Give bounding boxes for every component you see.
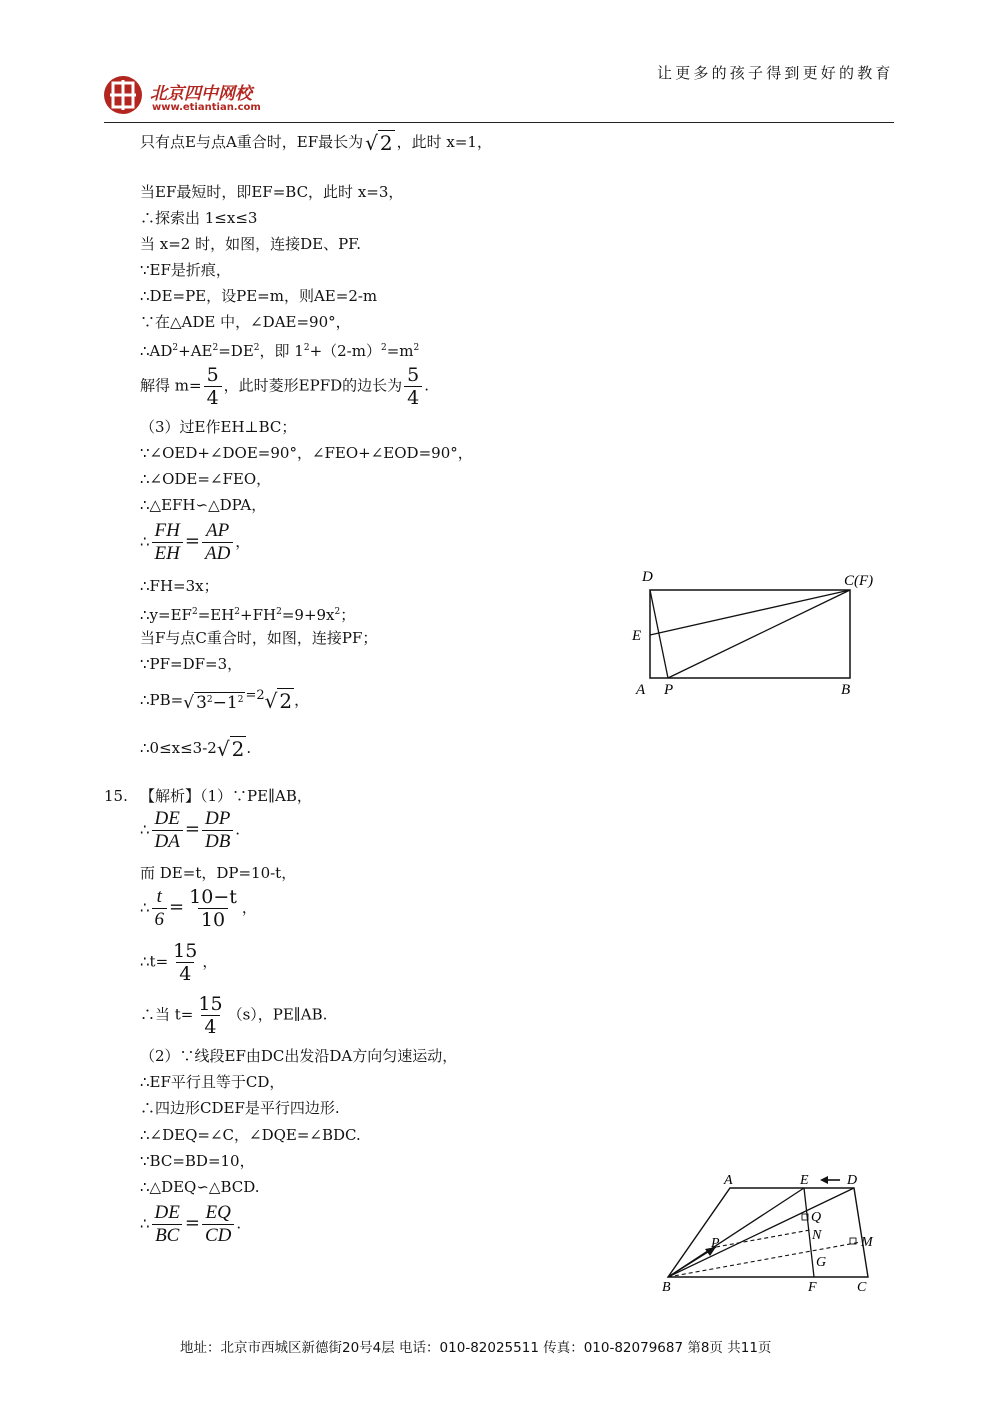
label-e: E bbox=[632, 628, 642, 644]
denominator: EH bbox=[152, 542, 183, 565]
text: ∴y=EF bbox=[140, 606, 192, 624]
radicand bbox=[194, 692, 245, 713]
label-d: D bbox=[642, 569, 653, 585]
numerator: 5 bbox=[206, 364, 219, 386]
segment-ec bbox=[650, 590, 850, 635]
denominator: 4 bbox=[204, 386, 222, 409]
slogan: 让更多的孩子得到更好的教育 bbox=[657, 64, 894, 82]
line-17: 当F与点C重合时，如图，连接PF； bbox=[140, 629, 378, 647]
numerator: FH bbox=[154, 520, 180, 541]
header-rule bbox=[104, 122, 894, 123]
line-7: ∵在△ADE 中，∠DAE=90°， bbox=[140, 313, 351, 331]
text: +（2-m） bbox=[309, 342, 381, 360]
label-d: D bbox=[847, 1173, 858, 1188]
text: ， bbox=[235, 532, 251, 551]
text: . bbox=[424, 376, 430, 395]
logo bbox=[102, 74, 302, 118]
fraction bbox=[202, 1202, 234, 1247]
text: 只有点E与点A重合时，EF最长为 bbox=[140, 133, 364, 151]
sup: 2 bbox=[237, 694, 244, 705]
label-b: B bbox=[662, 1280, 671, 1295]
text: . bbox=[236, 1214, 242, 1233]
denominator: CD bbox=[202, 1224, 234, 1247]
line-11: ∵∠OED+∠DOE=90°，∠FEO+∠EOD=90°， bbox=[140, 444, 473, 462]
question-15-header: 【解析】（1）∵PE∥AB， bbox=[140, 787, 312, 805]
segment-pn bbox=[716, 1230, 810, 1247]
text: =9+9x bbox=[281, 606, 335, 624]
text: . bbox=[246, 739, 252, 757]
radicand: 2 bbox=[231, 737, 245, 761]
line-22: 而 DE=t，DP=10-t， bbox=[140, 864, 297, 882]
text: ∴AD bbox=[140, 342, 173, 360]
numerator: DE bbox=[154, 808, 180, 829]
denominator: BC bbox=[152, 1224, 182, 1247]
sup: 2 bbox=[172, 343, 179, 353]
label-g: G bbox=[816, 1255, 827, 1270]
label-q: Q bbox=[811, 1210, 822, 1225]
line-31: ∴△DEQ∽△BCD. bbox=[140, 1178, 260, 1196]
line-26: （2）∵线段EF由DC出发沿DA方向匀速运动， bbox=[140, 1047, 458, 1065]
line-10: （3）过E作EH⊥BC； bbox=[140, 418, 297, 436]
line-4: 当 x=2 时，如图，连接DE、PF. bbox=[140, 235, 362, 253]
denominator: 10 bbox=[198, 908, 228, 931]
label-p: P bbox=[664, 682, 674, 698]
text: +AE bbox=[178, 342, 213, 360]
fraction bbox=[170, 940, 200, 985]
denominator: AD bbox=[202, 542, 233, 565]
line-15: ∴FH=3x； bbox=[140, 577, 219, 595]
line-8 bbox=[140, 338, 419, 361]
sqrt-2: √ 2 bbox=[216, 737, 245, 761]
denominator: 4 bbox=[404, 386, 422, 409]
fraction bbox=[204, 364, 222, 409]
line-21 bbox=[140, 808, 240, 853]
text: ，此时 x=1， bbox=[396, 133, 492, 151]
text: ， bbox=[241, 898, 257, 917]
text: ； bbox=[340, 606, 356, 624]
logo-emblem-icon bbox=[102, 74, 146, 118]
text: ∴当 t= bbox=[140, 1005, 194, 1024]
figure-trapezoid-motion bbox=[654, 1164, 884, 1304]
line-1 bbox=[140, 132, 492, 153]
fraction bbox=[152, 808, 183, 853]
line-16 bbox=[140, 602, 355, 625]
equals: = bbox=[184, 530, 200, 552]
sup: 2 bbox=[191, 607, 198, 617]
text: =m bbox=[386, 342, 414, 360]
logo-url: www.etiantian.com bbox=[152, 102, 261, 113]
sup: 2 bbox=[413, 343, 420, 353]
text: ， bbox=[294, 691, 310, 709]
numerator: t bbox=[156, 886, 162, 907]
equals: = bbox=[184, 1212, 200, 1234]
label-c: C(F) bbox=[844, 573, 874, 589]
text: . bbox=[235, 820, 241, 839]
line-3: ∴探索出 1≤x≤3 bbox=[140, 209, 258, 227]
line-25 bbox=[140, 993, 327, 1038]
denominator: 4 bbox=[201, 1015, 219, 1038]
sup: 2 bbox=[303, 343, 310, 353]
line-24 bbox=[140, 940, 217, 985]
text: =DE bbox=[218, 342, 254, 360]
line-29: ∴∠DEQ=∠C，∠DQE=∠BDC. bbox=[140, 1126, 361, 1144]
sup: 2 bbox=[276, 607, 282, 617]
text: 解得 m= bbox=[140, 376, 202, 395]
text: +FH bbox=[240, 606, 277, 624]
label-b: B bbox=[841, 682, 851, 698]
text: =2 bbox=[245, 688, 265, 703]
radicand: 2 bbox=[279, 689, 293, 713]
numerator: AP bbox=[206, 520, 230, 541]
label-n: N bbox=[812, 1228, 822, 1243]
line-20 bbox=[140, 738, 251, 759]
sup: 2 bbox=[380, 343, 387, 353]
sup: 2 bbox=[212, 343, 219, 353]
equals: = bbox=[184, 818, 200, 840]
logo-text: 北京四中网校 bbox=[150, 84, 252, 104]
label-f: F bbox=[808, 1280, 817, 1295]
equals: = bbox=[169, 896, 185, 918]
line-19 bbox=[140, 686, 309, 713]
fraction bbox=[152, 1202, 183, 1247]
fraction bbox=[404, 364, 422, 409]
question-15-number: 15. bbox=[104, 787, 128, 805]
line-27: ∴EF平行且等于CD， bbox=[140, 1073, 285, 1091]
numerator: DE bbox=[154, 1202, 180, 1223]
numerator: 5 bbox=[407, 364, 420, 386]
fraction bbox=[152, 886, 168, 931]
denominator: 6 bbox=[152, 908, 168, 931]
radicand: 2 bbox=[379, 131, 393, 155]
label-e: E bbox=[800, 1173, 809, 1188]
numerator: 15 bbox=[198, 993, 223, 1015]
rectangle-abcd bbox=[650, 590, 850, 678]
fraction bbox=[202, 520, 233, 565]
text: ∴PB= bbox=[140, 691, 184, 709]
line-32 bbox=[140, 1202, 241, 1247]
text: =EH bbox=[197, 606, 235, 624]
arrow-left-icon bbox=[820, 1176, 828, 1184]
text: ∴ bbox=[140, 1214, 150, 1233]
figure-rectangle-fold bbox=[628, 566, 888, 706]
text: ∴t= bbox=[140, 952, 169, 971]
line-2: 当EF最短时，即EF=BC，此时 x=3， bbox=[140, 183, 404, 201]
fraction bbox=[186, 886, 240, 931]
text: ， bbox=[202, 952, 218, 971]
line-13: ∴△EFH∽△DPA， bbox=[140, 496, 267, 514]
numerator: 10−t bbox=[189, 886, 237, 908]
text: （s），PE∥AB. bbox=[227, 1005, 328, 1024]
line-5: ∵EF是折痕， bbox=[140, 261, 231, 279]
text: ，此时菱形EPFD的边长为 bbox=[223, 376, 403, 395]
footer: 地址：北京市西城区新德街20号4层 电话：010-82025511 传真：010-82079687 第8页 共11页 bbox=[180, 1340, 772, 1356]
fraction bbox=[195, 993, 225, 1038]
trapezoid-abcd bbox=[668, 1188, 868, 1277]
numerator: DP bbox=[204, 808, 231, 829]
text: ∴ bbox=[140, 532, 150, 551]
numerator: EQ bbox=[205, 1202, 231, 1223]
sup: 2 bbox=[206, 694, 213, 705]
sqrt-2: √ 2 bbox=[264, 689, 293, 713]
denominator: DA bbox=[152, 830, 183, 853]
line-30: ∵BC=BD=10， bbox=[140, 1152, 255, 1170]
text: ∴ bbox=[140, 898, 150, 917]
fraction bbox=[152, 520, 183, 565]
label-p: P bbox=[711, 1236, 720, 1251]
line-23 bbox=[140, 886, 257, 931]
text: ∴0≤x≤3-2 bbox=[140, 739, 217, 757]
line-14 bbox=[140, 520, 250, 565]
label-a: A bbox=[724, 1173, 733, 1188]
line-12: ∴∠ODE=∠FEO， bbox=[140, 470, 272, 488]
text: −1 bbox=[212, 692, 238, 713]
label-m: M bbox=[861, 1235, 873, 1250]
line-28: ∴四边形CDEF是平行四边形. bbox=[140, 1099, 340, 1117]
label-a: A bbox=[636, 682, 646, 698]
fraction bbox=[202, 808, 233, 853]
sup: 2 bbox=[253, 343, 260, 353]
sqrt-2: √ 2 bbox=[365, 131, 393, 155]
text: 3 bbox=[196, 692, 207, 713]
text: ∴ bbox=[140, 820, 150, 839]
sup: 2 bbox=[334, 607, 341, 617]
text: ，即 1 bbox=[259, 342, 304, 360]
sup: 2 bbox=[234, 607, 241, 617]
numerator: 15 bbox=[173, 940, 198, 962]
line-6: ∴DE=PE，设PE=m，则AE=2-m bbox=[140, 287, 378, 305]
sqrt-expression: √ $3^2-1^2$ bbox=[183, 692, 244, 713]
segment-pc bbox=[668, 590, 850, 678]
line-18: ∵PF=DF=3， bbox=[140, 655, 243, 673]
denominator: DB bbox=[202, 830, 233, 853]
denominator: 4 bbox=[176, 962, 194, 985]
label-c: C bbox=[857, 1280, 867, 1295]
line-9 bbox=[140, 364, 429, 409]
